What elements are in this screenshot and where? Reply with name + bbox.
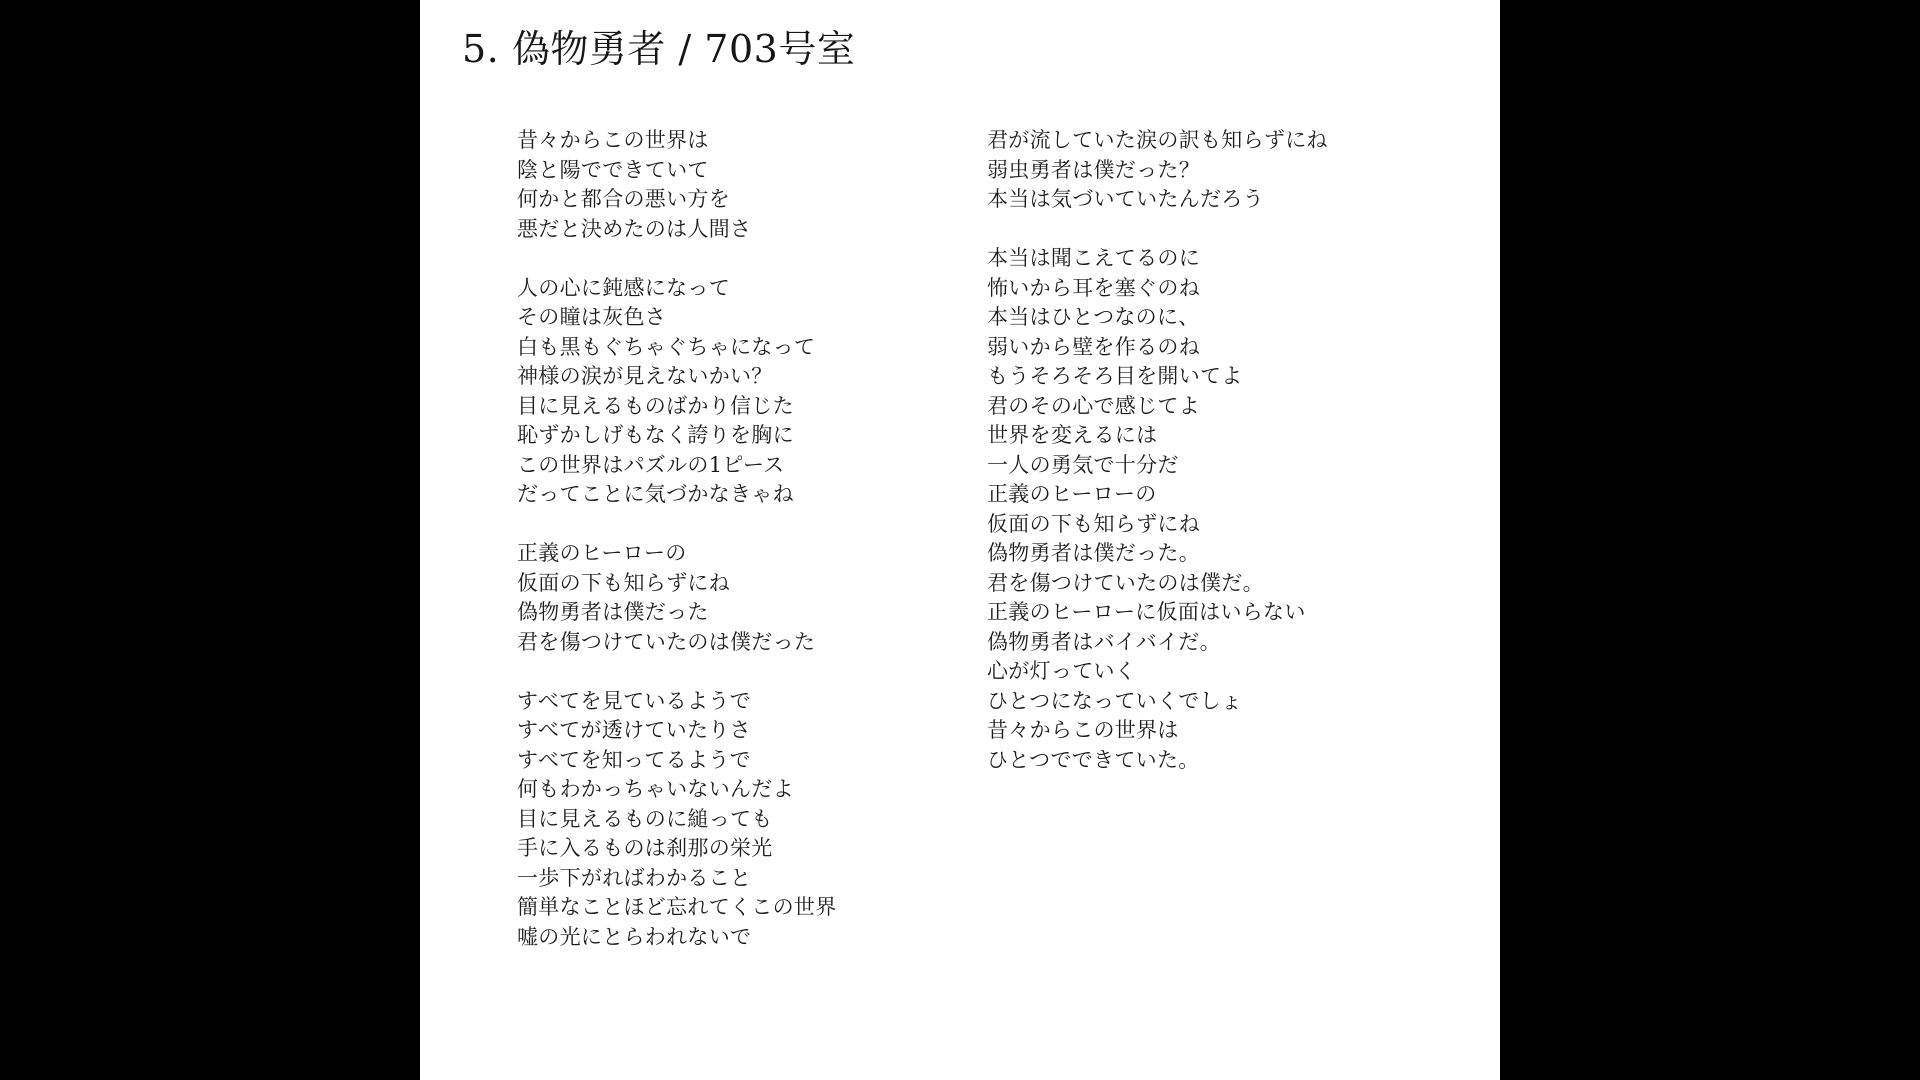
lyric-line: 世界を変えるには [987,423,1158,447]
lyric-line: 君が流していた涙の訳も知らずにね [987,128,1328,152]
lyrics-page [420,0,1500,1080]
lyric-line: 正義のヒーローの [987,482,1157,506]
lyric-line: 目に見えるものばかり信じた [517,393,794,418]
lyric-line: 一歩下がればわかること [517,865,752,890]
lyric-line: 昔々からこの世界は [517,128,709,152]
lyric-line: 人の心に鈍感になって [517,275,730,300]
lyric-line: 何かと都合の悪い方を [517,187,730,211]
lyric-line: この世界はパズルの1ピース [517,452,785,477]
lyric-line: 嘘の光にとらわれないで [517,924,752,949]
lyric-line: 心が灯っていく [987,659,1137,683]
lyric-line: 仮面の下も知らずにね [987,511,1200,536]
lyric-line: すべてを見ているようで [517,688,751,713]
lyric-line: 恥ずかしげもなく誇りを胸に [517,423,794,447]
lyric-line [517,657,837,687]
lyric-line: 弱いから壁を作るのね [987,334,1200,359]
lyric-line: 正義のヒーローに仮面はいらない [987,600,1306,624]
lyric-line: だってことに気づかなきゃね [517,482,794,506]
lyric-line: 手に入るものは刹那の栄光 [517,836,773,860]
lyric-line: 目に見えるものに縋っても [517,806,773,831]
lyrics-column-left [517,126,837,952]
lyric-line: 弱虫勇者は僕だった？ [987,157,1200,182]
lyric-line: 悪だと決めたのは人間さ [517,216,752,241]
lyric-line: 昔々からこの世界は [987,718,1179,742]
lyric-line: すべてを知ってるようで [517,747,751,772]
lyric-line: ひとつでできていた。 [987,747,1200,772]
lyric-line: 偽物勇者は僕だった。 [987,541,1200,565]
lyric-line: もうそろそろ目を開いてよ [987,364,1243,388]
lyric-line: 本当はひとつなのに、 [987,305,1200,329]
page-title: 5. 偽物勇者 / 703号室 [462,27,856,71]
lyric-line: 君を傷つけていたのは僕だった [517,629,816,654]
lyric-line: 君を傷つけていたのは僕だ。 [987,570,1264,595]
lyric-line: 簡単なことほど忘れてくこの世界 [517,895,837,919]
lyric-line: 陰と陽でできていて [517,157,709,182]
lyric-line: 何もわかっちゃいないんだよ [517,777,794,801]
lyric-line: その瞳は灰色さ [517,305,667,329]
lyric-line: すべてが透けていたりさ [517,718,751,742]
lyric-line: 一人の勇気で十分だ [987,452,1179,477]
lyric-line [987,215,1328,245]
lyric-line: 神様の涙が見えないかい？ [517,364,773,388]
lyric-line: ひとつになっていくでしょ [987,688,1243,713]
lyric-line: 本当は聞こえてるのに [987,246,1200,270]
lyric-line: 白も黒もぐちゃぐちゃになって [517,334,816,359]
lyric-line: 正義のヒーローの [517,541,687,565]
lyric-line [517,510,837,540]
lyric-line: 怖いから耳を塞ぐのね [987,275,1200,300]
lyric-line: 仮面の下も知らずにね [517,570,730,595]
lyrics-column-right [987,126,1328,775]
lyric-line: 本当は気づいていたんだろう [987,187,1264,211]
lyric-line: 偽物勇者はバイバイだ。 [987,629,1221,654]
lyric-line [517,244,837,274]
lyric-line: 君のその心で感じてよ [987,393,1200,418]
lyric-line: 偽物勇者は僕だった [517,600,709,624]
